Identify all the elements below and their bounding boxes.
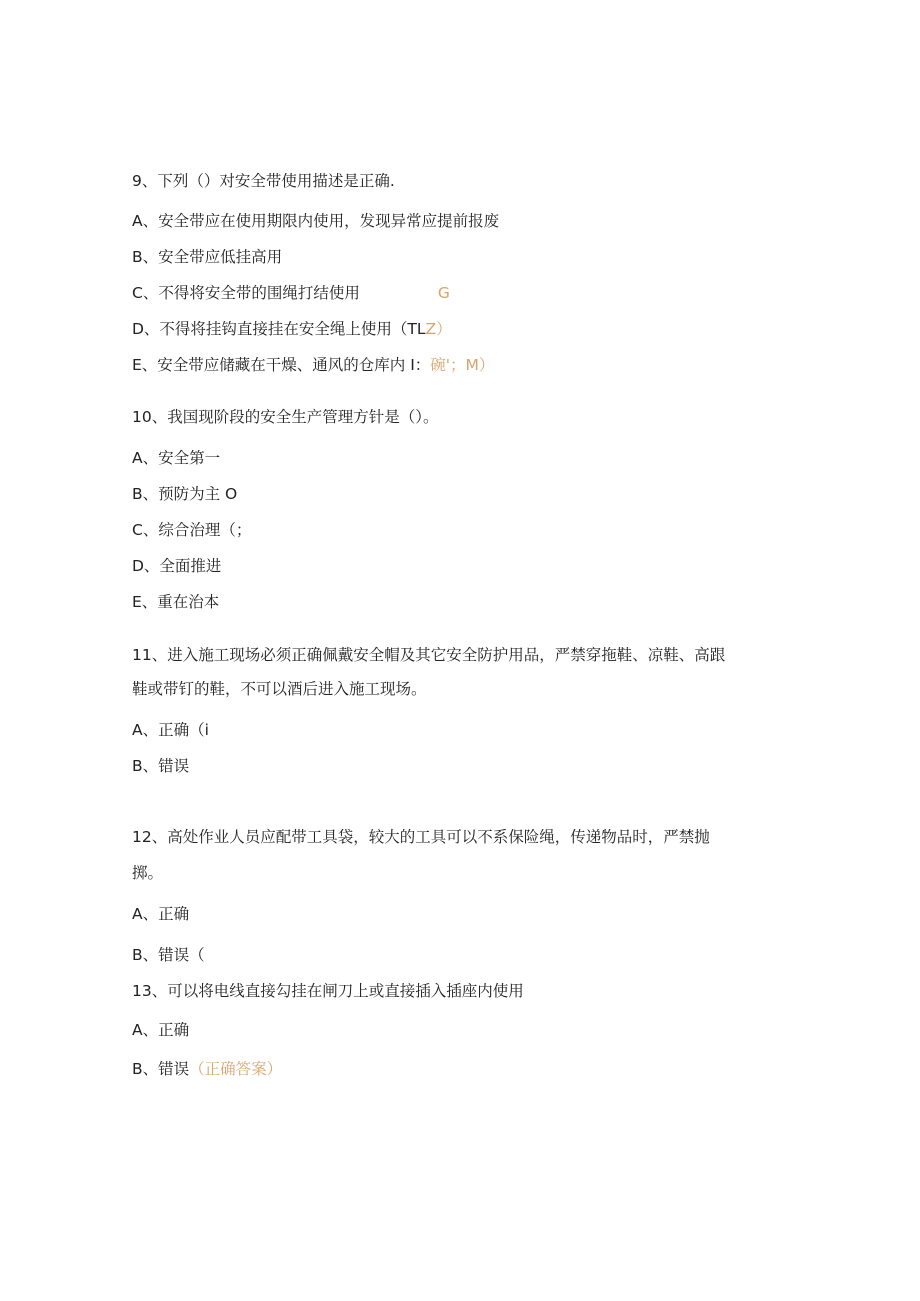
question-9-option-e-mark: 碗'；M） <box>430 356 495 374</box>
question-11-stem-line1: 11、进入施工现场必须正确佩戴安全帽及其它安全防护用品，严禁穿拖鞋、凉鞋、高跟 <box>132 646 726 664</box>
question-13-option-b-mark: （正确答案） <box>189 1060 283 1078</box>
question-12-option-b: B、错误（ <box>132 946 205 964</box>
question-13-option-b-text: B、错误 <box>132 1060 190 1078</box>
question-9-option-d-mark: Z） <box>425 320 452 338</box>
question-9-option-c <box>132 283 450 303</box>
question-9-option-e <box>132 355 494 375</box>
question-12-stem-line1: 12、高处作业人员应配带工具袋，较大的工具可以不系保险绳，传递物品时，严禁抛 <box>132 828 710 846</box>
question-10-option-c: C、综合治理（； <box>132 521 252 539</box>
question-10-stem: 10、我国现阶段的安全生产管理方针是（）。 <box>132 408 439 426</box>
question-9-option-c-text: C、不得将安全带的围绳打结使用 <box>132 284 360 302</box>
question-9-option-d-text: D、不得将挂钩直接挂在安全绳上使用（TL <box>132 320 426 338</box>
question-11-stem-line2: 鞋或带钉的鞋，不可以酒后进入施工现场。 <box>132 680 427 698</box>
question-9-option-e-text: E、安全带应储藏在干燥、通风的仓库内 I： <box>132 356 431 374</box>
question-9-stem: 9、下列（）对安全带使用描述是正确. <box>132 172 395 190</box>
question-9-option-a: A、安全带应在使用期限内使用，发现异常应提前报废 <box>132 212 500 230</box>
question-13-option-a: A、正确 <box>132 1021 190 1039</box>
question-9-option-c-mark: G <box>437 284 450 302</box>
question-10-option-e: E、重在治本 <box>132 593 220 611</box>
question-12-option-a: A、正确 <box>132 905 190 923</box>
question-13-option-b <box>132 1059 282 1079</box>
question-11-option-b: B、错误 <box>132 757 190 775</box>
question-10-option-a: A、安全第一 <box>132 449 221 467</box>
question-10-option-d: D、全面推进 <box>132 557 222 575</box>
question-11-option-a: A、正确（i <box>132 721 209 739</box>
question-13-stem: 13、可以将电线直接勾挂在闸刀上或直接插入插座内使用 <box>132 982 524 1000</box>
question-10-option-b: B、预防为主 O <box>132 485 238 503</box>
question-9-option-b: B、安全带应低挂高用 <box>132 248 283 266</box>
question-12-stem-line2: 掷。 <box>132 864 164 882</box>
question-9-option-d <box>132 319 452 339</box>
